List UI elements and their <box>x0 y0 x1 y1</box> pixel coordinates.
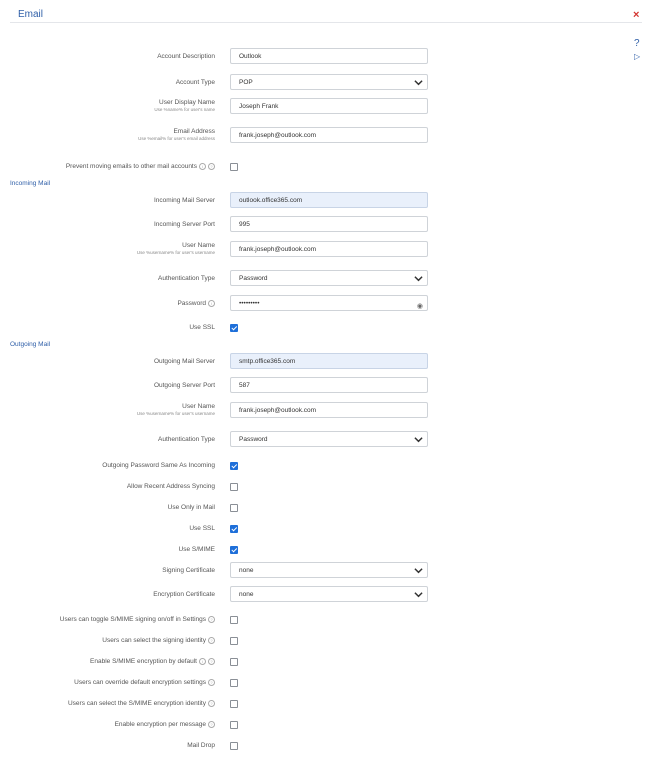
encryption-cert-value: none <box>239 591 254 598</box>
mail-drop-label: Mail Drop <box>187 742 215 749</box>
incoming-server-label: Incoming Mail Server <box>153 197 215 204</box>
row-select-enc-identity <box>0 694 660 714</box>
email-address-label-group <box>138 128 215 141</box>
row-account-description <box>0 47 660 67</box>
row-encryption-cert <box>0 585 660 605</box>
encryption-cert-select[interactable] <box>230 586 428 602</box>
row-outgoing-auth-type <box>0 430 660 450</box>
signing-cert-label: Signing Certificate <box>162 567 215 574</box>
help-icon[interactable]: ? <box>634 38 640 49</box>
help-circle-icon: ? <box>208 163 215 170</box>
row-outgoing-server <box>0 352 660 372</box>
outgoing-server-label: Outgoing Mail Server <box>153 358 215 365</box>
enable-smime-enc-checkbox[interactable] <box>230 658 238 666</box>
row-outgoing-port <box>0 376 660 396</box>
help-circle-icon: ? <box>208 679 215 686</box>
outgoing-auth-type-select[interactable] <box>230 431 428 447</box>
header-divider <box>10 22 642 23</box>
outgoing-user-name-label: User Name <box>182 403 215 410</box>
toggle-smime-checkbox[interactable] <box>230 616 238 624</box>
outgoing-use-ssl-checkbox[interactable] <box>230 525 238 533</box>
row-enable-smime-enc <box>0 652 660 672</box>
chevron-down-icon <box>414 435 423 444</box>
outgoing-user-name-input[interactable]: frank.joseph@outlook.com <box>230 402 428 418</box>
incoming-user-name-hint: Use %username% for user's username <box>136 250 215 255</box>
row-incoming-server <box>0 191 660 211</box>
email-address-input[interactable]: frank.joseph@outlook.com <box>230 127 428 143</box>
encryption-cert-label: Encryption Certificate <box>153 591 215 598</box>
help-circle-icon: ? <box>208 637 215 644</box>
outgoing-use-ssl-label: Use SSL <box>189 525 215 532</box>
outgoing-auth-type-value: Password <box>239 436 268 443</box>
row-signing-cert <box>0 561 660 581</box>
info-icon: i <box>199 163 206 170</box>
incoming-user-name-label-group <box>137 242 215 255</box>
outgoing-auth-type-label: Authentication Type <box>158 436 215 443</box>
recent-syncing-checkbox[interactable] <box>230 483 238 491</box>
row-outgoing-user-name <box>0 401 660 421</box>
row-mail-drop <box>0 736 660 756</box>
row-account-type <box>0 73 660 93</box>
mail-drop-checkbox[interactable] <box>230 742 238 750</box>
signing-cert-select[interactable] <box>230 562 428 578</box>
prevent-moving-checkbox[interactable] <box>230 163 238 171</box>
use-smime-label: Use S/MIME <box>178 546 215 553</box>
password-same-label: Outgoing Password Same As Incoming <box>102 462 215 469</box>
select-signing-label: Users can select the signing identity <box>102 637 206 644</box>
toggle-smime-label-group <box>60 610 215 630</box>
override-enc-checkbox[interactable] <box>230 679 238 687</box>
row-password <box>0 294 660 314</box>
help-circle-icon: ? <box>208 721 215 728</box>
chevron-down-icon <box>414 78 423 87</box>
outgoing-port-input[interactable]: 587 <box>230 377 428 393</box>
account-type-label: Account Type <box>175 79 215 86</box>
override-enc-label-group <box>74 673 215 693</box>
incoming-server-input[interactable]: outlook.office365.com <box>230 192 428 208</box>
incoming-user-name-input[interactable]: frank.joseph@outlook.com <box>230 241 428 257</box>
account-description-label: Account Description <box>157 53 215 60</box>
row-enc-per-message <box>0 715 660 735</box>
account-description-input[interactable]: Outlook <box>230 48 428 64</box>
account-type-select[interactable] <box>230 74 428 90</box>
play-icon[interactable]: ▷ <box>634 52 641 61</box>
prevent-moving-label-group <box>66 157 215 177</box>
only-in-mail-label: Use Only in Mail <box>167 504 215 511</box>
incoming-auth-type-select[interactable] <box>230 270 428 286</box>
outgoing-server-input[interactable]: smtp.office365.com <box>230 353 428 369</box>
outgoing-user-name-label-group <box>137 403 215 416</box>
prevent-moving-label: Prevent moving emails to other mail accounts <box>65 163 197 170</box>
row-incoming-user-name <box>0 240 660 260</box>
select-signing-checkbox[interactable] <box>230 637 238 645</box>
help-circle-icon: ? <box>208 700 215 707</box>
help-circle-icon: ? <box>208 616 215 623</box>
incoming-auth-type-value: Password <box>239 275 268 282</box>
close-icon[interactable]: × <box>633 9 640 21</box>
enable-smime-enc-label-group <box>90 652 215 672</box>
enc-per-message-checkbox[interactable] <box>230 721 238 729</box>
email-address-hint: Use %email% for user's email address <box>138 136 215 141</box>
account-type-value: POP <box>239 79 253 86</box>
panel-title: Email <box>18 9 44 20</box>
info-icon: i <box>199 658 206 665</box>
row-select-signing <box>0 631 660 651</box>
password-label: Password <box>177 300 206 307</box>
user-display-name-hint: Use %name% for user's name <box>154 107 215 112</box>
user-display-name-input[interactable]: Joseph Frank <box>230 98 428 114</box>
password-label-group <box>177 294 215 314</box>
row-prevent-moving <box>0 157 660 177</box>
panel-header <box>0 0 660 25</box>
row-only-in-mail <box>0 498 660 518</box>
override-enc-label: Users can override default encryption settings <box>74 679 206 686</box>
row-incoming-auth-type <box>0 269 660 289</box>
info-icon: i <box>208 300 215 307</box>
row-use-smime <box>0 540 660 560</box>
enable-smime-enc-label: Enable S/MIME encryption by default <box>90 658 197 665</box>
row-outgoing-use-ssl <box>0 519 660 539</box>
row-incoming-use-ssl <box>0 318 660 338</box>
incoming-auth-type-label: Authentication Type <box>158 275 215 282</box>
row-email-address <box>0 126 660 146</box>
signing-cert-value: none <box>239 567 254 574</box>
incoming-use-ssl-label: Use SSL <box>189 324 215 331</box>
outgoing-mail-section-title: Outgoing Mail <box>10 341 51 348</box>
email-address-label: Email Address <box>173 128 215 135</box>
enc-per-message-label-group <box>115 715 215 735</box>
row-recent-syncing <box>0 477 660 497</box>
outgoing-port-label: Outgoing Server Port <box>153 382 215 389</box>
use-smime-checkbox[interactable] <box>230 546 238 554</box>
enc-per-message-label: Enable encryption per message <box>114 721 206 728</box>
row-override-enc <box>0 673 660 693</box>
row-toggle-smime <box>0 610 660 630</box>
row-password-same <box>0 456 660 476</box>
password-value: ••••••••• <box>239 300 260 307</box>
select-signing-label-group <box>102 631 215 651</box>
row-incoming-port <box>0 215 660 235</box>
eye-icon[interactable]: ◉ <box>416 303 423 310</box>
password-input[interactable] <box>230 295 428 311</box>
user-display-name-label: User Display Name <box>159 99 215 106</box>
chevron-down-icon <box>414 566 423 575</box>
incoming-mail-section-title: Incoming Mail <box>10 180 51 187</box>
chevron-down-icon <box>414 274 423 283</box>
select-enc-identity-checkbox[interactable] <box>230 700 238 708</box>
toggle-smime-label: Users can toggle S/MIME signing on/off in Settings <box>59 616 206 623</box>
incoming-port-label: Incoming Server Port <box>153 221 215 228</box>
help-circle-icon: ? <box>208 658 215 665</box>
outgoing-user-name-hint: Use %username% for user's username <box>136 411 215 416</box>
recent-syncing-label: Allow Recent Address Syncing <box>126 483 215 490</box>
incoming-user-name-label: User Name <box>182 242 215 249</box>
row-user-display-name <box>0 97 660 117</box>
user-display-name-label-group <box>154 99 215 112</box>
select-enc-identity-label-group <box>68 694 215 714</box>
select-enc-identity-label: Users can select the S/MIME encryption identity <box>67 700 206 707</box>
password-same-checkbox[interactable] <box>230 462 238 470</box>
incoming-port-input[interactable]: 995 <box>230 216 428 232</box>
incoming-use-ssl-checkbox[interactable] <box>230 324 238 332</box>
chevron-down-icon <box>414 590 423 599</box>
only-in-mail-checkbox[interactable] <box>230 504 238 512</box>
